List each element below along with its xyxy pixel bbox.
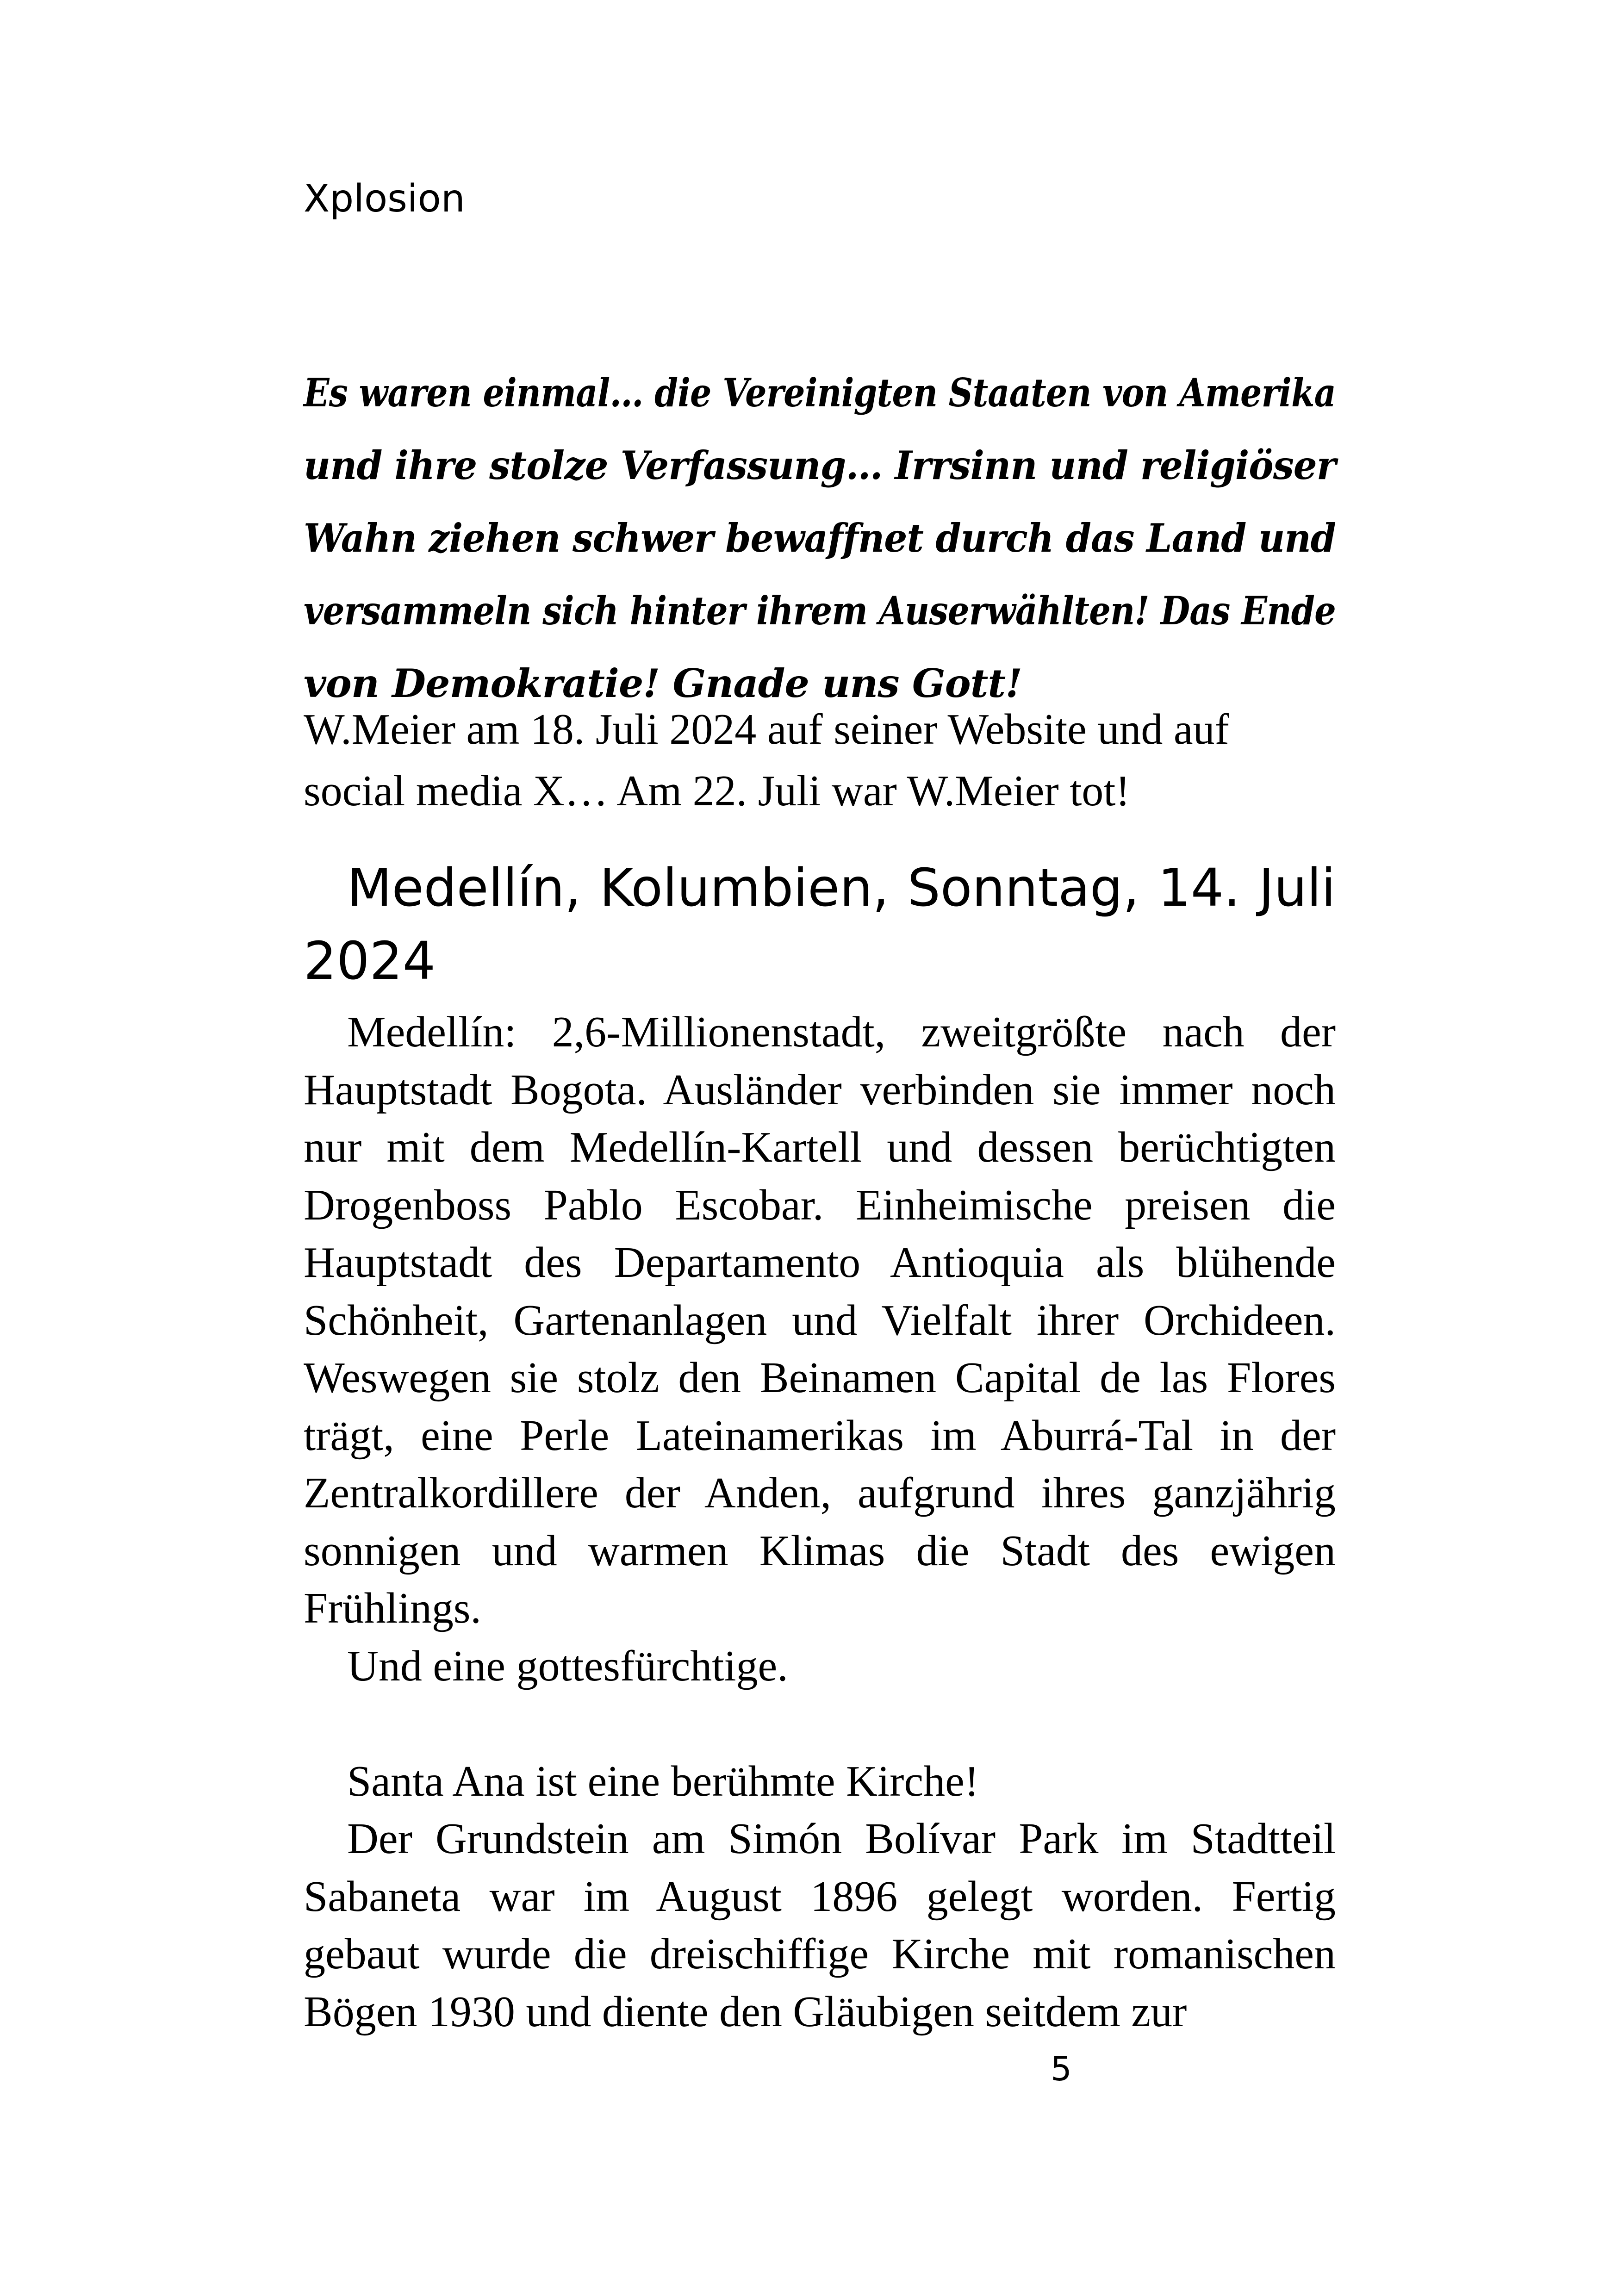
epigraph: [304, 356, 1336, 720]
running-head: Xplosion: [304, 177, 465, 221]
epigraph-line: Es waren einmal… die Vereinigten Staaten von Amerika: [304, 370, 1336, 416]
section-heading: [304, 852, 1336, 998]
epigraph-line: von Demokratie! Gnade uns Gott!: [304, 660, 1022, 706]
paragraph: Der Grundstein am Simón Bolívar Park im Stadtteil Sabaneta war im August 1896 gelegt worden. Fertig gebaut wurde die dreischiffige Kirche mit romanischen Bögen 1930 und diente den Gläubigen seitdem zur: [304, 1815, 1336, 2036]
epigraph-attribution: W.Meier am 18. Juli 2024 auf seiner Website und auf social media X… Am 22. Juli war W.Meier tot!: [304, 705, 1229, 815]
section-heading-line: 2024: [304, 931, 436, 991]
paragraph: Und eine gottesfürchtige.: [347, 1642, 788, 1690]
epigraph-line: Wahn ziehen schwer bewaffnet durch das Land und: [304, 515, 1336, 561]
epigraph-line: versammeln sich hinter ihrem Auserwählten! Das Ende: [304, 588, 1336, 634]
paragraph: Medellín: 2,6-Millionenstadt, zweitgrößte nach der Hauptstadt Bogota. Ausländer verbinden sie immer noch nur mit dem Medellín-Kartell und dessen berüchtigten Drogenboss Pablo Escobar. Einheimische preisen die Hauptstadt des Departamento Antioquia als blühende Schönheit, Gartenanlagen und Vielfalt ihrer Orchideen. Weswegen sie stolz den Beinamen Capital de las Flores trägt, eine Perle Lateinamerikas im Aburrá-Tal in der Zentralkordillere der Anden, aufgrund ihres ganzjährig sonnigen und warmen Klimas die Stadt des ewigen Frühlings.: [304, 1008, 1336, 1632]
body-text: [304, 1003, 1336, 2041]
section-heading-line: Medellín, Kolumbien, Sonntag, 14. Juli: [347, 858, 1336, 918]
page-number: 5: [1051, 2049, 1072, 2088]
paragraph: Santa Ana ist eine berühmte Kirche!: [347, 1757, 979, 1805]
epigraph-line: und ihre stolze Verfassung… Irrsinn und religiöser: [304, 442, 1336, 488]
